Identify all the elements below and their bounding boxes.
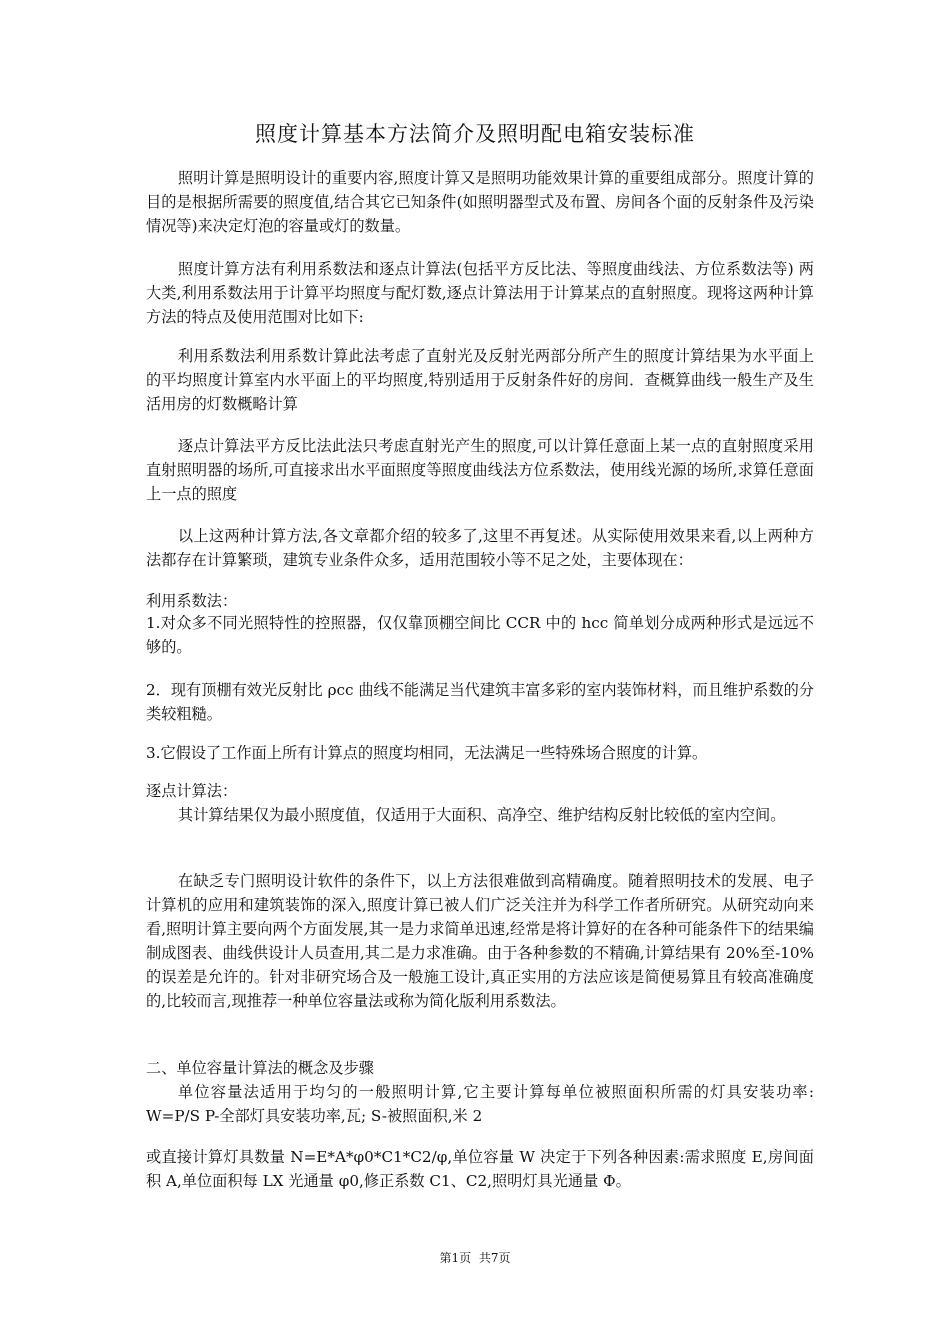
list-item-1: 1.对众多不同光照特性的控照器，仅仅靠顶棚空间比 CCR 中的 hcc 简单划分成两种形式是远远不够的。 (146, 614, 814, 656)
paragraph-formula: 或直接计算灯具数量 N=E*A*φ0*C1*C2/φ,单位容量 W 决定于下列各种因素:需求照度 E,房间面积 A,单位面积每 LX 光通量 φ0,修正系数 C1、C2,照明灯具光通量 Φ。 (146, 1148, 814, 1190)
page-total: 共7页 (478, 1251, 511, 1265)
paragraph-utilization-method: 利用系数法利用系数计算此法考虑了直射光及反射光两部分所产生的照度计算结果为水平面上的平均照度计算室内水平面上的平均照度,特别适用于反射条件好的房间．查概算曲线一般生产及生活用房的灯数概略计算 (146, 347, 814, 413)
heading-utilization: 利用系数法： (146, 592, 238, 610)
list-item-3: 3.它假设了工作面上所有计算点的照度均相同，无法满足一些特殊场合照度的计算。 (146, 744, 708, 762)
paragraph-point-method: 逐点计算法平方反比法此法只考虑直射光产生的照度,可以计算任意面上某一点的直射照度采用直射照明器的场所,可直接求出水平面照度等照度曲线法方位系数法，使用线光源的场所,求算任意面上一点的照度 (146, 437, 814, 503)
paragraph-comparison: 以上这两种计算方法,各文章都介绍的较多了,这里不再复述。从实际使用效果来看,以上两种方法都存在计算繁琐，建筑专业条件众多，适用范围较小等不足之处，主要体现在： (146, 527, 814, 569)
paragraph-software: 在缺乏专门照明设计软件的条件下，以上方法很难做到高精确度。随着照明技术的发展、电子计算机的应用和建筑装饰的深入,照度计算已被人们广泛关注并为科学工作者所研究。从研究动向来看,照明计算主要向两个方面发展,其一是力求简单迅速,经常是将计算好的在各种可能条件下的结果编制成图表、曲线供设计人员查用,其二是力求准确。由于各种参数的不精确,计算结果有 20%至-10%的误差是允许的。针对非研究场合及一般施工设计,真正实用的方法应该是简便易算且有较高准确度的,比较而言,现推荐一种单位容量法或称为简化版利用系数法。 (146, 872, 814, 1010)
paragraph-point-result: 其计算结果仅为最小照度值，仅适用于大面积、高净空、维护结构反射比较低的室内空间。 (177, 806, 786, 824)
paragraph-intro: 照明计算是照明设计的重要内容,照度计算又是照明功能效果计算的重要组成部分。照度计算的目的是根据所需要的照度值,结合其它已知条件(如照明器型式及布置、房间各个面的反射条件及污染情况等)来决定灯泡的容量或灯的数量。 (146, 169, 814, 235)
heading-point-method: 逐点计算法： (146, 782, 238, 800)
page-number: 第1页 (439, 1251, 472, 1265)
paragraph-unit-capacity: 单位容量法适用于均匀的一般照明计算,它主要计算每单位被照面积所需的灯具安装功率: W=P/S P-全部灯具安装功率,瓦; S-被照面积,米 2 (146, 1083, 814, 1125)
list-item-2: 2．现有顶棚有效光反射比 ρcc 曲线不能满足当代建筑丰富多彩的室内装饰材料，而且维护系数的分类较粗糙。 (146, 681, 814, 723)
document-title: 照度计算基本方法简介及照明配电箱安装标准 (255, 122, 695, 146)
page-footer (0, 1249, 950, 1266)
section-heading-2: 二、单位容量计算法的概念及步骤 (146, 1059, 374, 1077)
paragraph-methods: 照度计算方法有利用系数法和逐点计算法(包括平方反比法、等照度曲线法、方位系数法等) 两大类,利用系数法用于计算平均照度与配灯数,逐点计算法用于计算某点的直射照度。现将这两种计算方法的特点及使用范围对比如下: (146, 260, 814, 326)
